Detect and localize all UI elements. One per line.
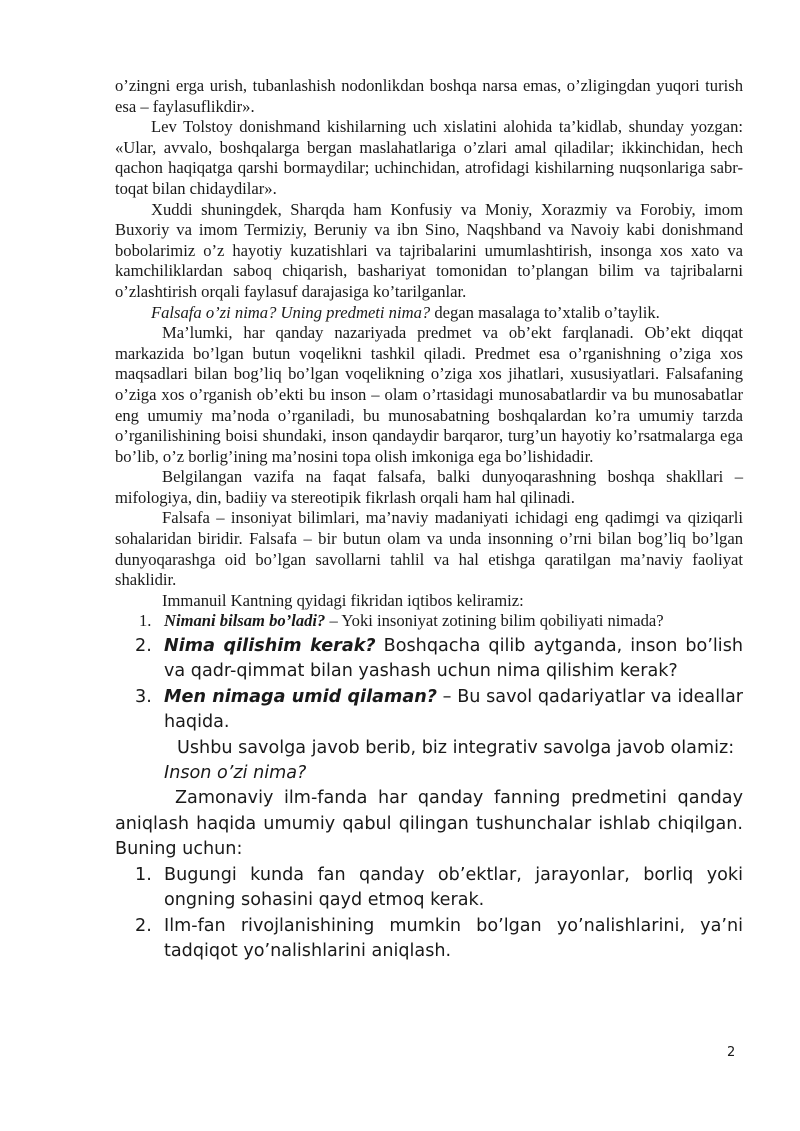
list-item-text: Bugungi kunda fan qanday ob’ektlar, jarayonlar, borliq yoki ongning sohasini qayd etmoq kerak. xyxy=(164,864,743,911)
paragraph-integrative xyxy=(115,736,743,761)
list-item-text: Ilm-fan rivojlanishining mumkin bo’lgan yo’nalishlarini, ya’ni tadqiqot yo’nalishlarini aniqlash. xyxy=(164,915,743,961)
list-item xyxy=(115,685,743,736)
list-item xyxy=(115,863,743,914)
sans-section xyxy=(115,634,743,964)
list-item-bold: Nimani bilsam bo’ladi? xyxy=(164,611,326,631)
list-number: 2. xyxy=(135,915,152,936)
document-body xyxy=(115,76,743,964)
integrative-question: Inson o’zi nima? xyxy=(164,763,307,784)
kant-list xyxy=(115,611,743,632)
paragraph-modern-science: Zamonaviy ilm-fanda har qanday fanning predmetini qanday aniqlash haqida umumiy qabul qilingan tushunchalar ishlab chiqilgan. Buning uchun: xyxy=(115,788,743,860)
list-number: 1. xyxy=(135,864,152,885)
steps-list xyxy=(115,863,743,965)
paragraph-question xyxy=(115,303,743,324)
paragraph-integrative-question xyxy=(115,761,743,786)
list-item xyxy=(115,914,743,965)
paragraph-kant-intro: Immanuil Kantning qyidagi fikridan iqtibos keliramiz: xyxy=(162,590,524,610)
list-number: 3. xyxy=(135,686,152,707)
page-number: 2 xyxy=(727,1045,736,1060)
list-number: 1. xyxy=(139,611,152,631)
list-item-text: – Bu savol qadariyatlar va ideallar haqida. xyxy=(164,686,744,733)
integrative-text: Ushbu savolga javob berib, biz integrativ savolga javob olamiz: xyxy=(177,737,735,758)
question-italic: Falsafa o’zi nima? Uning predmeti nima? xyxy=(151,302,431,322)
list-number: 2. xyxy=(135,636,152,657)
list-item-bold: Men nimaga umid qilaman? xyxy=(164,686,437,707)
paragraph-east-scholars: Xuddi shuningdek, Sharqda ham Konfusiy va Moniy, Xorazmiy va Forobiy, imom Buxoriy va imom Termiziy, Beruniy va ibn Sino, Naqshband va Navoiy kabi donishmand bobolarimiz o’z hayotiy kuzatishlari va tajribalarini umumlashtirish, insonga xos xato va kamchiliklardan saboq chiqarish, bashariyat tomonidan to’plangan bilim va tajribalarni o’zlashtirish orqali faylasuf darajasiga ko’tarilganlar. xyxy=(115,199,743,301)
question-rest: degan masalaga to’xtalib o’taylik. xyxy=(430,302,660,322)
serif-section xyxy=(115,76,743,632)
list-item-text: – Yoki insoniyat zotining bilim qobiliyati nimada? xyxy=(325,611,664,631)
paragraph-continuation: o’zingni erga urish, tubanlashish nodonlikdan boshqa narsa emas, o’zligingdan yuqori turish esa – faylasuflikdir». xyxy=(115,76,743,116)
list-item xyxy=(115,611,743,632)
paragraph-philosophy: Falsafa – insoniyat bilimlari, ma’naviy madaniyati ichidagi eng qadimgi va qiziqarli sohalaridan biridir. Falsafa – bir butun olam va unda insonning o’rni bilan bog’liq bo’lgan dunyoqarashga oid bo’lgan savollarni tahlil va hal etishga qaratilgan ma’naviy faoliyat shaklidir. xyxy=(115,508,743,590)
paragraph-subject-object: Ma’lumki, har qanday nazariyada predmet va ob’ekt farqlanadi. Ob’ekt diqqat markazida bo’lgan butun voqelikni tashkil qiladi. Predmet esa o’rganishning o’ziga xos maqsadlari bilan bog’liq bo’lgan voqelikning o’ziga xos jihatlari, xususiyatlari. Falsafaning o’ziga xos o’rganish ob’ekti bu inson – olam o’rtasidagi munosabatlardir va bu munosabatlar eng umumiy ma’noda o’rganiladi, bu munosabatning boshqalardan ko’ra umumiy tarzda o’rganilishining boisi shundaki, inson qandaydir barqaror, turg’un hayotiy ko’rsatmalarga ega bo’lib, o’z borlig’ining ma’nosini topa olish imkoniga ega bo’lishidadir. xyxy=(115,323,743,466)
list-item-text: Boshqacha qilib aytganda, inson bo’lish va qadr-qimmat bilan yashash uchun nima qilishim kerak? xyxy=(164,636,744,682)
paragraph-tolstoy: Lev Tolstoy donishmand kishilarning uch xislatini alohida ta’kidlab, shunday yozgan: «Ular, avvalo, boshqalarga bergan maslahatlariga o’zlari amal qiladilar; ikkinchidan, hech qachon haqiqatga qarshi bormaydilar; uchinchidan, atrofidagi kishilarning nuqsonlariga sabr-toqat bilan chidaydilar». xyxy=(115,117,743,198)
kant-list-continued xyxy=(115,634,743,736)
paragraph-task: Belgilangan vazifa na faqat falsafa, balki dunyoqarashning boshqa shakllari – mifologiya, din, badiiy va stereotipik fikrlash orqali ham hal qilinadi. xyxy=(115,467,743,507)
list-item-bold: Nima qilishim kerak? xyxy=(164,636,376,657)
list-item xyxy=(115,634,743,685)
